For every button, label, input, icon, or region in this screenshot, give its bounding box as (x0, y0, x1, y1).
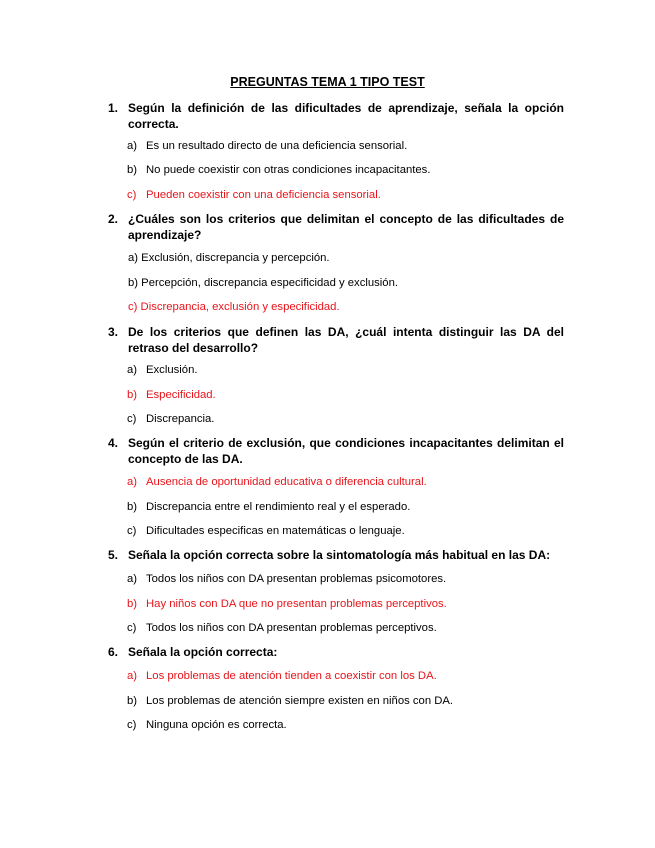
option-text: Discrepancia. (146, 413, 215, 425)
option-3b-correct (127, 388, 216, 402)
option-1a (127, 139, 407, 153)
option-4c (127, 524, 405, 538)
question-text: ¿Cuáles son los criterios que delimitan el concepto de las dificultades de aprendizaje? (128, 212, 564, 242)
option-4a-correct (127, 475, 427, 489)
question-6 (108, 644, 564, 660)
option-text: Discrepancia entre el rendimiento real y el esperado. (146, 501, 411, 513)
question-number: 4. (108, 436, 119, 450)
option-text: Ninguna opción es correcta. (146, 719, 287, 731)
question-text: De los criterios que definen las DA, ¿cuál intenta distinguir las DA del retraso del desarrollo? (128, 325, 564, 355)
option-letter: a) (127, 476, 138, 488)
option-text: Especificidad. (146, 389, 216, 401)
question-text: Según el criterio de exclusión, que condiciones incapacitantes delimitan el concepto de las DA. (128, 436, 564, 466)
option-text: a) Exclusión, discrepancia y percepción. (128, 252, 330, 264)
option-letter: b) (127, 164, 138, 176)
option-2c-correct (128, 300, 340, 314)
option-letter: a) (127, 573, 138, 585)
option-5c (127, 621, 437, 635)
question-text: Según la definición de las dificultades de aprendizaje, señala la opción correcta. (128, 101, 564, 131)
option-text: Es un resultado directo de una deficiencia sensorial. (146, 140, 408, 152)
option-letter: c) (127, 189, 137, 201)
question-4 (108, 435, 564, 467)
option-text: Todos los niños con DA presentan problemas psicomotores. (146, 573, 447, 585)
question-3 (108, 324, 564, 356)
question-number: 1. (108, 101, 119, 115)
option-3c (127, 412, 214, 426)
option-text: No puede coexistir con otras condiciones incapacitantes. (146, 164, 431, 176)
question-text: Señala la opción correcta sobre la sintomatología más habitual en las DA: (128, 548, 551, 562)
option-letter: c) (127, 525, 137, 537)
question-1 (108, 100, 564, 132)
question-text: Señala la opción correcta: (128, 645, 278, 659)
question-5 (108, 547, 564, 563)
question-number: 5. (108, 548, 119, 562)
option-text: Los problemas de atención tienden a coexistir con los DA. (146, 670, 437, 682)
option-text: c) Discrepancia, exclusión y especificidad. (128, 301, 340, 313)
option-letter: c) (127, 622, 137, 634)
question-number: 3. (108, 325, 119, 339)
option-1c-correct (127, 188, 381, 202)
document-title: PREGUNTAS TEMA 1 TIPO TEST (230, 75, 425, 89)
question-2 (108, 211, 564, 243)
option-letter: a) (127, 670, 138, 682)
option-3a (127, 363, 198, 377)
option-letter: a) (127, 140, 138, 152)
option-text: Los problemas de atención siempre existen en niños con DA. (146, 695, 454, 707)
option-2a (128, 251, 330, 265)
option-text: Pueden coexistir con una deficiencia sensorial. (146, 189, 381, 201)
option-letter: b) (127, 389, 138, 401)
option-text: Dificultades especificas en matemáticas o lenguaje. (146, 525, 405, 537)
option-5a (127, 572, 446, 586)
option-text: Exclusión. (146, 364, 198, 376)
option-5b-correct (127, 597, 447, 611)
option-2b (128, 276, 398, 290)
question-number: 6. (108, 645, 119, 659)
option-6a-correct (127, 669, 437, 683)
option-1b (127, 163, 430, 177)
option-letter: a) (127, 364, 138, 376)
option-text: Ausencia de oportunidad educativa o diferencia cultural. (146, 476, 427, 488)
option-6c (127, 718, 287, 732)
option-letter: b) (127, 501, 138, 513)
option-text: Hay niños con DA que no presentan problemas perceptivos. (146, 598, 447, 610)
option-text: b) Percepción, discrepancia especificidad y exclusión. (128, 277, 399, 289)
option-4b (127, 500, 410, 514)
option-letter: b) (127, 695, 138, 707)
option-text: Todos los niños con DA presentan problemas perceptivos. (146, 622, 437, 634)
option-letter: b) (127, 598, 138, 610)
option-letter: c) (127, 719, 137, 731)
question-number: 2. (108, 212, 119, 226)
option-6b (127, 694, 453, 708)
option-letter: c) (127, 413, 137, 425)
